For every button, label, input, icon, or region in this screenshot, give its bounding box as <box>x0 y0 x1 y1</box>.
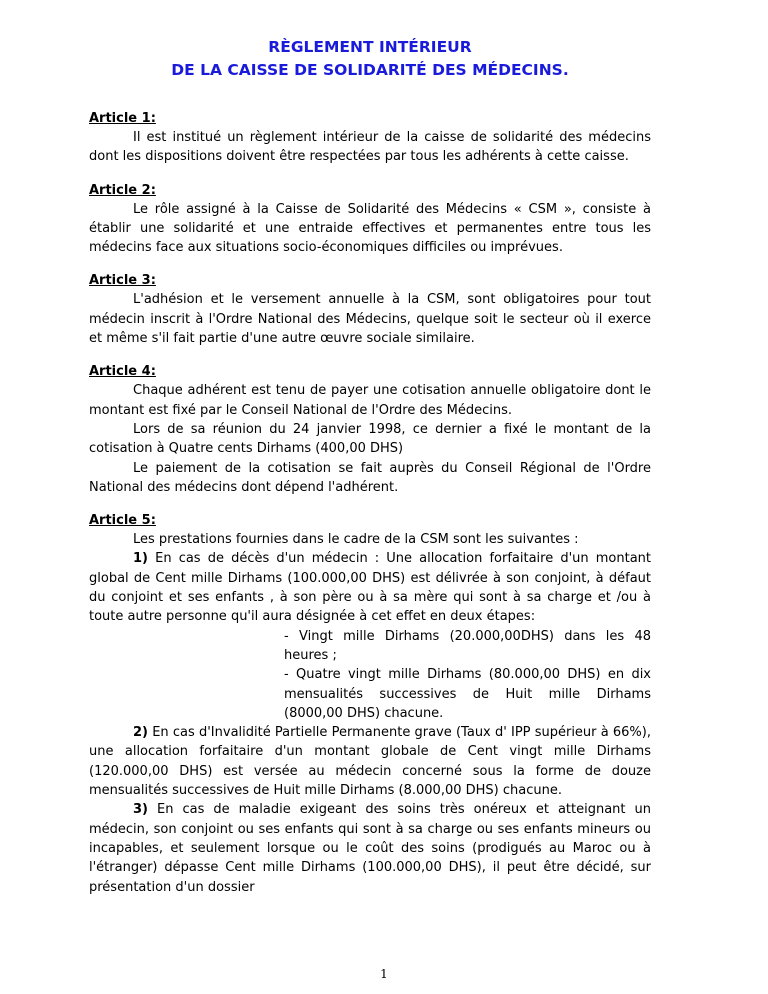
article-1 <box>89 109 651 167</box>
item-number: 2) <box>133 725 148 741</box>
article-paragraph: Le paiement de la cotisation se fait auprès du Conseil Régional de l'Ordre National des médecins dont dépend l'adhérent. <box>89 460 651 495</box>
item-number: 3) <box>133 802 148 818</box>
article-heading: Article 4: <box>89 364 156 380</box>
article-2 <box>89 181 651 258</box>
item-number: 1) <box>133 551 148 567</box>
article-3 <box>89 271 651 348</box>
article-paragraph: Lors de sa réunion du 24 janvier 1998, ce dernier a fixé le montant de la cotisation à Quatre cents Dirhams (400,00 DHS) <box>89 421 651 457</box>
article-paragraph: Il est institué un règlement intérieur de la caisse de solidarité des médecins dont les dispositions doivent être respectées par tous les adhérents à cette caisse. <box>89 130 651 165</box>
article-4 <box>89 362 651 497</box>
benefit-subitem-2: - Quatre vingt mille Dirhams (80.000,00 DHS) en dix mensualités successives de Huit mille Dirhams (8000,00 DHS) chacune. <box>284 667 651 721</box>
title-line-2: DE LA CAISSE DE SOLIDARITÉ DES MÉDECINS. <box>171 61 569 79</box>
article-heading: Article 1: <box>89 111 156 126</box>
benefit-item-2 <box>89 723 651 800</box>
item-text: En cas d'Invalidité Partielle Permanente grave (Taux d' IPP supérieur à 66%), une allocation forfaitaire d'un montant globale de Cent vingt mille Dirhams (120.000,00 DHS) est versée au médecin concerné sous la forme de douze mensualités successives de Huit mille Dirhams (8.000,00 DHS) chacune. <box>89 725 651 799</box>
article-paragraph: Chaque adhérent est tenu de payer une cotisation annuelle obligatoire dont le montant est fixé par le Conseil National de l'Ordre des Médecins. <box>89 383 651 418</box>
title-line-1: RÈGLEMENT INTÉRIEUR <box>268 38 472 56</box>
document-title <box>89 36 651 82</box>
article-heading: Article 3: <box>89 273 156 289</box>
article-intro: Les prestations fournies dans le cadre de la CSM sont les suivantes : <box>133 532 579 548</box>
item-text: En cas de décès d'un médecin : Une allocation forfaitaire d'un montant global de Cent mille Dirhams (100.000,00 DHS) est délivrée à son conjoint, à défaut du conjoint et ses enfants , à son père ou à sa mère qui sont à sa charge et /ou à toute autre personne qu'il aura désignée à cet effet en deux étapes: <box>89 551 651 625</box>
article-heading: Article 2: <box>89 182 156 198</box>
article-paragraph: L'adhésion et le versement annuelle à la CSM, sont obligatoires pour tout médecin inscrit à l'Ordre National des Médecins, quelque soit le secteur où il exerce et même s'il fait partie d'une autre œuvre sociale similaire. <box>89 292 651 347</box>
benefit-item-3 <box>89 800 651 896</box>
article-paragraph: Le rôle assigné à la Caisse de Solidarité des Médecins « CSM », consiste à établir une solidarité et une entraide effectives et permanentes entre tous les médecins face aux situations socio-économiques difficiles ou imprévues. <box>89 201 651 256</box>
article-heading: Article 5: <box>89 513 156 529</box>
benefit-item-1 <box>89 549 651 626</box>
page-number: 1 <box>380 967 388 981</box>
benefit-subitem-1: - Vingt mille Dirhams (20.000,00DHS) dans les 48 heures ; <box>284 628 651 663</box>
article-5 <box>89 511 651 897</box>
item-text: En cas de maladie exigeant des soins très onéreux et atteignant un médecin, son conjoint ou ses enfants qui sont à sa charge ou ses enfants mineurs ou incapables, et seulement lorsque ou le coût des soins (prodigués au Maroc ou à l'étranger) dépasse Cent mille Dirhams (100.000,00 DHS), il peut être décidé, sur présentation d'un dossier <box>89 802 651 895</box>
